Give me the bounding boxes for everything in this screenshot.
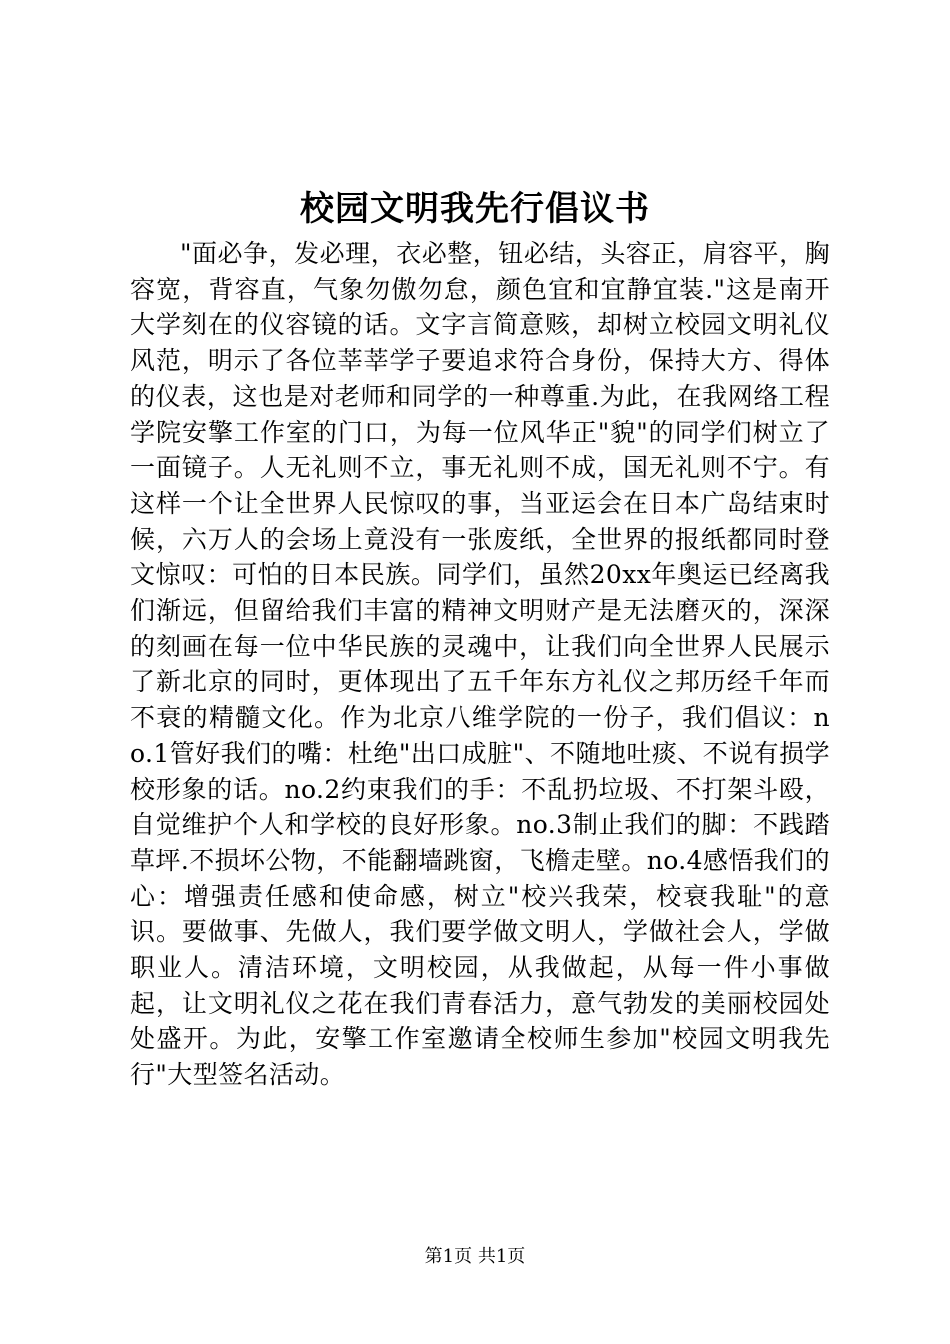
document-body-paragraph: "面必争，发必理，衣必整，钮必结，头容正，肩容平，胸容宽，背容直，气象勿傲勿怠，颜色宜和宜静宜装."这是南开大学刻在的仪容镜的话。文字言简意赅，却树立校园文明礼仪风范，明示了各位莘莘学子要追求符合身份，保持大方、得体的仪表，这也是对老师和同学的一种尊重.为此，在我网络工程学院安擎工作室的门口，为每一位风华正"貌"的同学们树立了一面镜子。人无礼则不立，事无礼则不成，国无礼则不宁。有这样一个让全世界人民惊叹的事，当亚运会在日本广岛结束时候，六万人的会场上竟没有一张废纸，全世界的报纸都同时登文惊叹：可怕的日本民族。同学们，虽然20xx年奥运已经离我们渐远，但留给我们丰富的精神文明财产是无法磨灭的，深深的刻画在每一位中华民族的灵魂中，让我们向全世界人民展示了新北京的同时，更体现出了五千年东方礼仪之邦历经千年而不衰的精髓文化。作为北京八维学院的一份子，我们倡议：no.1管好我们的嘴：杜绝"出口成脏"、不随地吐痰、不说有损学校形象的话。no.2约束我们的手：不乱扔垃圾、不打架斗殴，自觉维护个人和学校的良好形象。no.3制止我们的脚：不践踏草坪.不损坏公物，不能翻墙跳窗，飞檐走壁。no.4感悟我们的心：增强责任感和使命感，树立"校兴我荣，校衰我耻"的意识。要做事、先做人，我们要学做文明人，学做社会人，学做职业人。清洁环境，文明校园，从我做起，从每一件小事做起，让文明礼仪之花在我们青春活力，意气勃发的美丽校园处处盛开。为此，安擎工作室邀请全校师生参加"校园文明我先行"大型签名活动。 [130,239,830,1090]
document-title: 校园文明我先行倡议书 [300,189,650,229]
page-number-footer: 第1页 共1页 [424,1246,526,1267]
